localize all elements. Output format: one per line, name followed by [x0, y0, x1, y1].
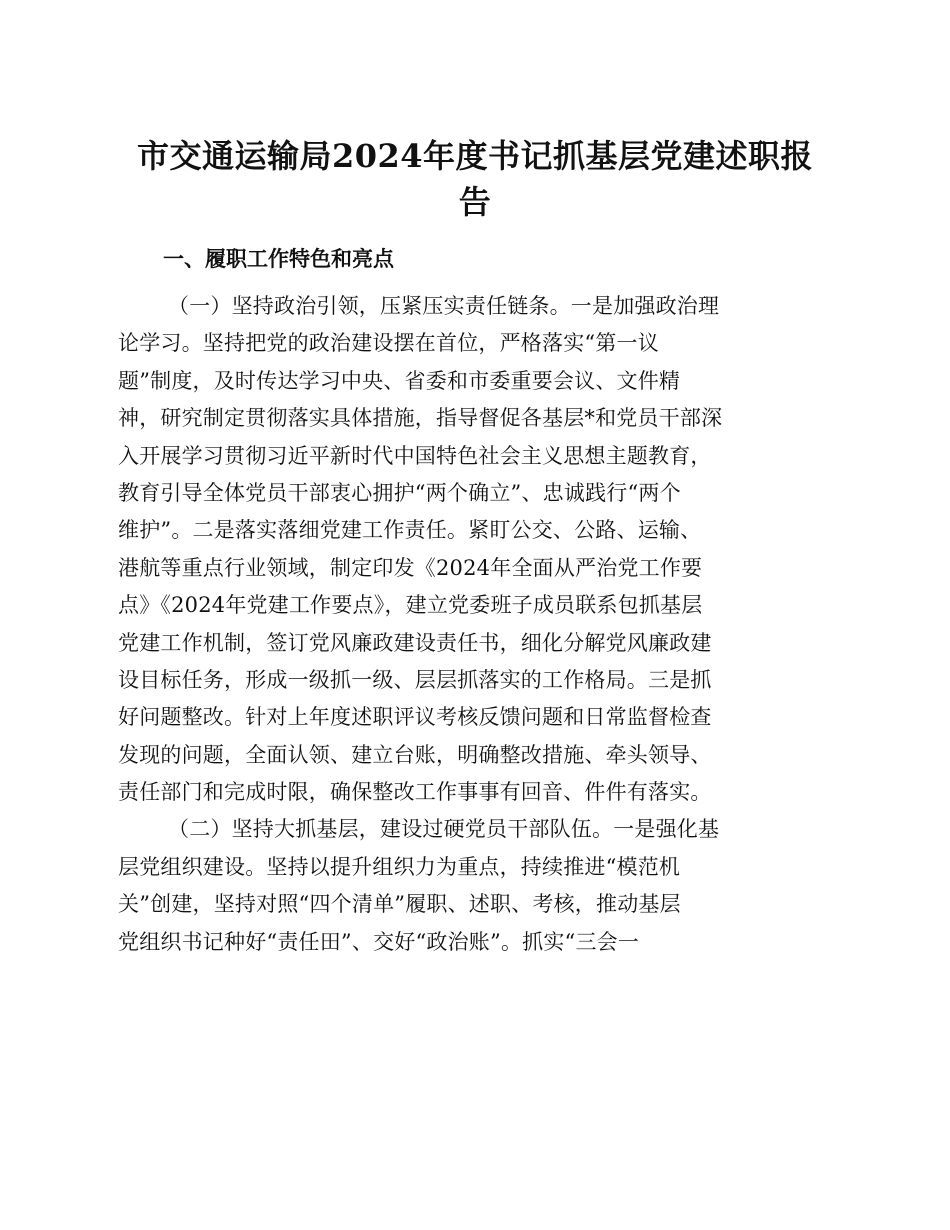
paragraph-line: 港航等重点行业领域，制定印发《2024年全面从严治党工作要 — [118, 555, 703, 580]
title-line-2: 告 — [458, 183, 492, 221]
paragraph-line: 党组织书记种好“责任田”、交好“政治账”。抓实“三会一 — [118, 929, 640, 954]
paragraph-line: 党建工作机制，签订党风廉政建设责任书，细化分解党风廉政建 — [118, 630, 712, 655]
paragraph-line: 层党组织建设。坚持以提升组织力为重点，持续推进“模范机 — [118, 854, 681, 879]
section-heading: 一、履职工作特色和亮点 — [163, 247, 394, 271]
paragraph-line: 关”创建，坚持对照“四个清单”履职、述职、考核，推动基层 — [118, 892, 681, 917]
paragraph-line: 神，研究制定贯彻落实具体措施，指导督促各基层*和党员干部深 — [118, 406, 723, 431]
paragraph-line: 题”制度，及时传达学习中央、省委和市委重要会议、文件精 — [118, 368, 681, 393]
paragraph-line: （一）坚持政治引领，压紧压实责任链条。一是加强政治理 — [168, 294, 720, 318]
document-title — [110, 133, 840, 225]
paragraph-line: 点》《2024年党建工作要点》，建立党委班子成员联系包抓基层 — [118, 593, 703, 618]
paragraph-line: 入开展学习贯彻习近平新时代中国特色社会主义思想主题教育， — [118, 443, 712, 468]
paragraph-line: 教育引导全体党员干部衷心拥护“两个确立”、忠诚践行“两个 — [118, 480, 681, 505]
paragraph-line: 论学习。坚持把党的政治建设摆在首位，严格落实“第一议 — [118, 331, 659, 356]
title-line-1: 市交通运输局2024年度书记抓基层党建述职报 — [136, 137, 814, 175]
paragraph-line: 设目标任务，形成一级抓一级、层层抓落实的工作格局。三是抓 — [118, 667, 712, 692]
body-text — [118, 288, 838, 961]
paragraph-line: 维护”。二是落实落细党建工作责任。紧盯公交、公路、运输、 — [118, 518, 702, 543]
paragraph-line: 好问题整改。针对上年度述职评议考核反馈问题和日常监督检查 — [118, 705, 712, 730]
paragraph-line: 责任部门和完成时限，确保整改工作事事有回音、件件有落实。 — [118, 780, 712, 805]
paragraph-line: 发现的问题，全面认领、建立台账，明确整改措施、牵头领导、 — [118, 742, 712, 767]
paragraph-line: （二）坚持大抓基层，建设过硬党员干部队伍。一是强化基 — [168, 817, 720, 842]
